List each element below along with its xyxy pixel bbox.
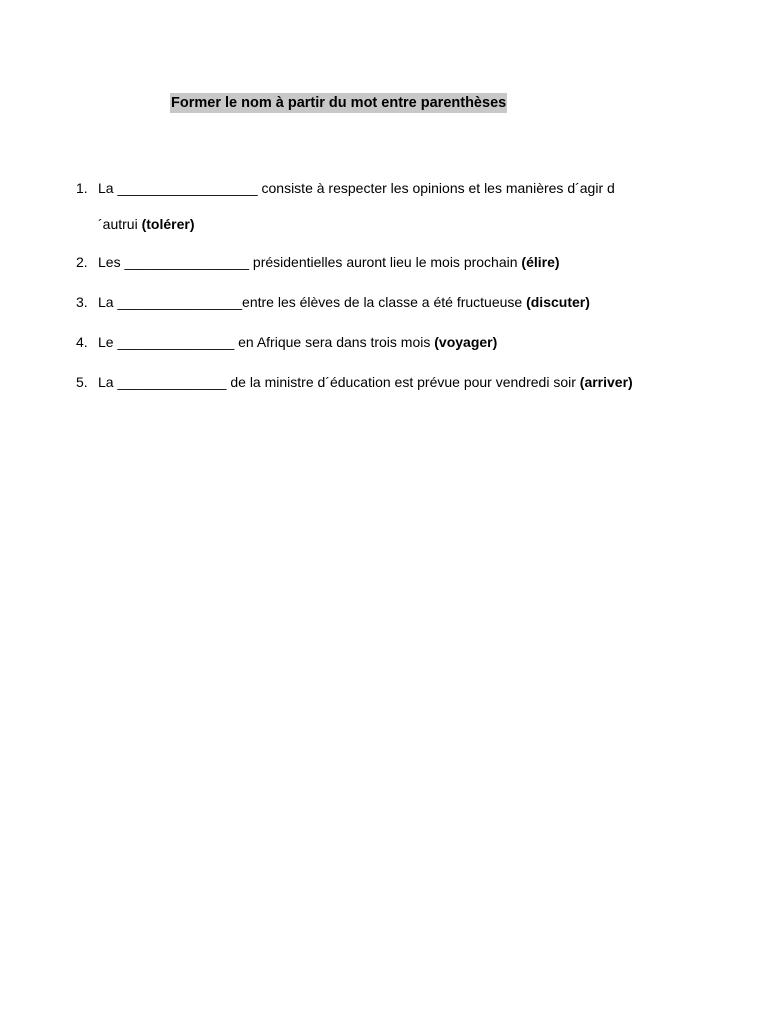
item-sentence: Les ________________ présidentielles auront lieu le mois prochain [98,254,522,270]
item-number: 2. [76,254,88,270]
item-hint-word: (élire) [521,254,560,270]
item-sentence-end: ´autrui [98,216,142,232]
item-sentence-continued [98,214,194,234]
item-sentence-line [98,252,560,272]
item-sentence: La ______________ de la ministre d´éducation est prévue pour vendredi soir [98,374,580,390]
item-sentence-line [98,372,633,392]
item-sentence: Le _______________ en Afrique sera dans trois mois [98,334,435,350]
item-sentence-line [98,332,497,352]
item-hint-word: (tolérer) [141,216,195,232]
item-number: 5. [76,374,88,390]
item-number: 1. [76,180,88,196]
item-number: 3. [76,294,88,310]
item-sentence-line [98,292,590,312]
page-title: Former le nom à partir du mot entre parenthèses [171,95,507,111]
item-sentence: La __________________ consiste à respecter les opinions et les manières d´agir d [98,180,615,196]
item-number: 4. [76,334,88,350]
item-hint-word: (voyager) [434,334,498,350]
item-sentence: La ________________entre les élèves de la classe a été fructueuse [98,294,527,310]
item-hint-word: (discuter) [526,294,590,310]
item-hint-word: (arriver) [579,374,633,390]
